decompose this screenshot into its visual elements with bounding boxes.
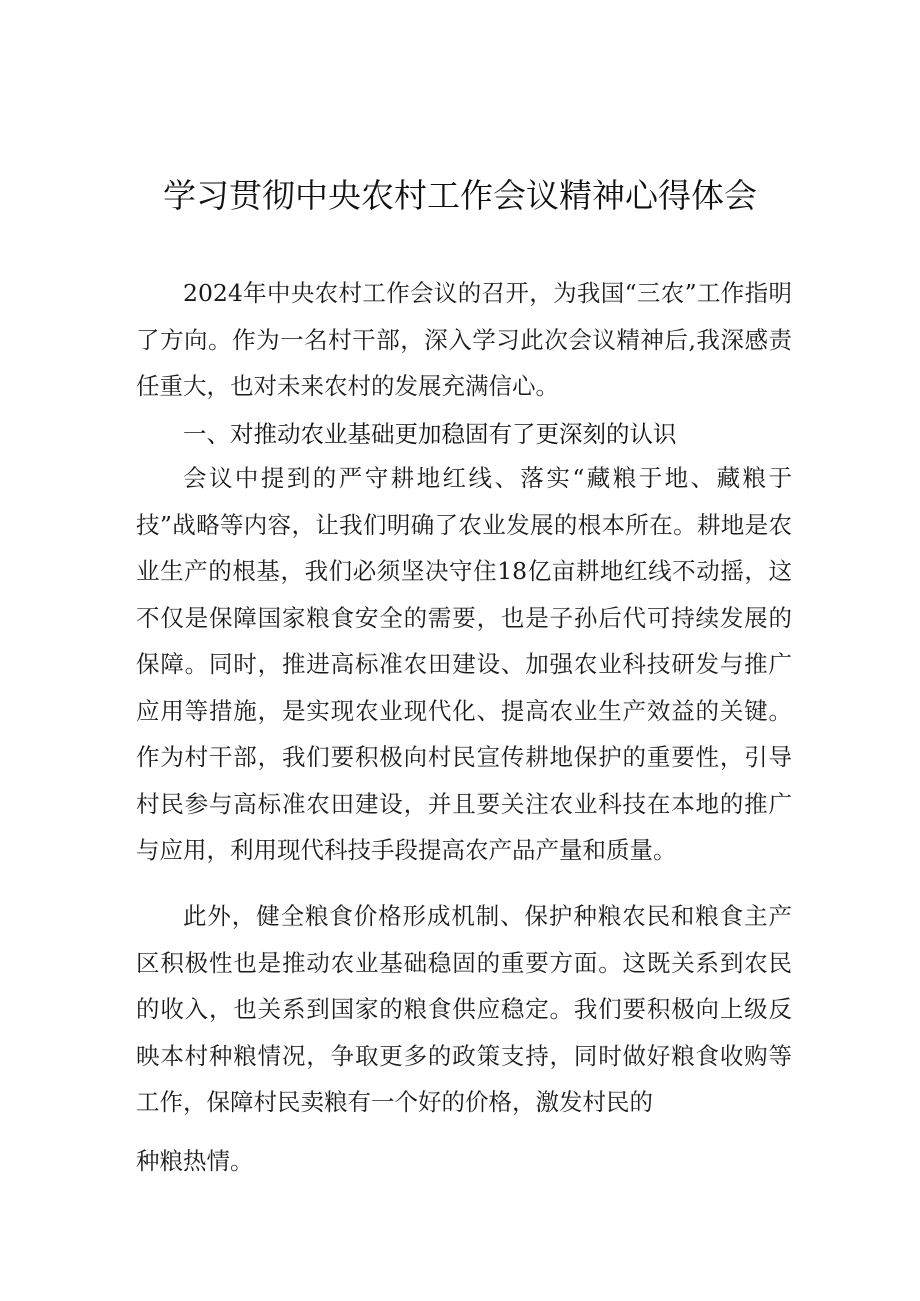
paragraph-intro: 2024年中央农村工作会议的召开，为我国“三农”工作指明了方向。作为一名村干部，深入学习此次会议精神后,我深感责任重大，也对未来农村的发展充满信心。 xyxy=(136,279,792,400)
document-title: 学习贯彻中央农村工作会议精神心得体会 xyxy=(163,176,757,215)
paragraph-farmland: 会议中提到的严守耕地红线、落实“藏粮于地、藏粮于技”战略等内容，让我们明确了农业发展的根本所在。耕地是农业生产的根基，我们必须坚决守住18亿亩耕地红线不动摇，这不仅是保障国家粮食安全的需要，也是子孙后代可持续发展的保障。同时，推进高标准农田建设、加强农业科技研发与推广应用等措施，是实现农业现代化、提高农业生产效益的关键。作为村干部，我们要积极向村民宣传耕地保护的重要性，引导村民参与高标准农田建设，并且要关注农业科技在本地的推广与应用，利用现代科技手段提高农产品产量和质量。 xyxy=(136,464,792,864)
paragraph-closing-fragment: 种粮热情。 xyxy=(136,1147,254,1175)
paragraph-grain-price: 此外，健全粮食价格形成机制、保护种粮农民和粮食主产区积极性也是推动农业基础稳固的重要方面。这既关系到农民的收入，也关系到国家的粮食供应稳定。我们要积极向上级反映本村种粮情况，争取更多的政策支持，同时做好粮食收购等工作，保障村民卖粮有一个好的价格，激发村民的 xyxy=(136,902,792,1116)
section-heading: 一、对推动农业基础更加稳固有了更深刻的认识 xyxy=(183,420,677,448)
